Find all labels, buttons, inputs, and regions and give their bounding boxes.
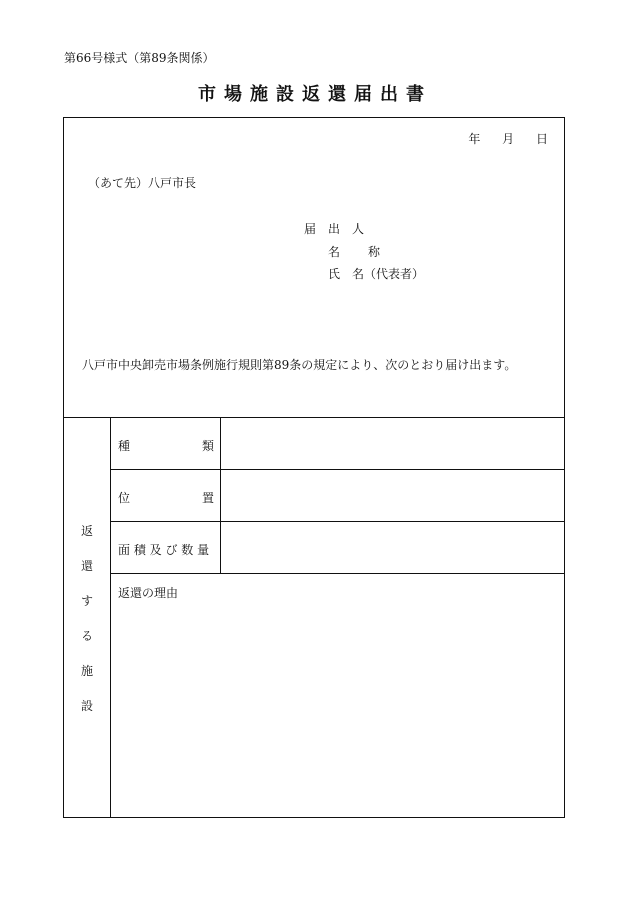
person-label: 氏 名（代表者） (328, 267, 425, 281)
side-column-divider (110, 417, 111, 817)
location-label: 位 置 (118, 491, 215, 505)
area-quantity-label: 面 積 及 び 数 量 (118, 543, 210, 557)
side-char: 返 (80, 524, 93, 538)
side-char: 施 (80, 664, 93, 678)
type-label: 種 類 (118, 439, 215, 453)
return-facility-label (64, 418, 110, 818)
form-title: 市場施設返還届出書 (198, 84, 432, 105)
reason-label: 返還の理由 (118, 586, 179, 600)
statement-text: 八戸市中央卸売市場条例施行規則第89条の規定により、次のとおり届け出ます。 (82, 358, 517, 372)
section-divider (64, 417, 564, 418)
form-frame (63, 117, 565, 818)
notifier-label: 届出人 (304, 222, 377, 236)
label-column-divider (220, 417, 221, 573)
row-divider (110, 469, 564, 470)
side-char: 設 (80, 699, 93, 713)
addressee: （あて先）八戸市長 (88, 176, 197, 190)
side-char: る (80, 629, 93, 643)
row-divider (110, 521, 564, 522)
form-number: 第66号様式（第89条関係） (64, 51, 215, 65)
side-char: 還 (80, 559, 93, 573)
name-label: 名称 (328, 245, 409, 259)
row-divider (110, 573, 564, 574)
side-char: す (80, 594, 93, 608)
date-line: 年 月 日 (468, 132, 548, 146)
